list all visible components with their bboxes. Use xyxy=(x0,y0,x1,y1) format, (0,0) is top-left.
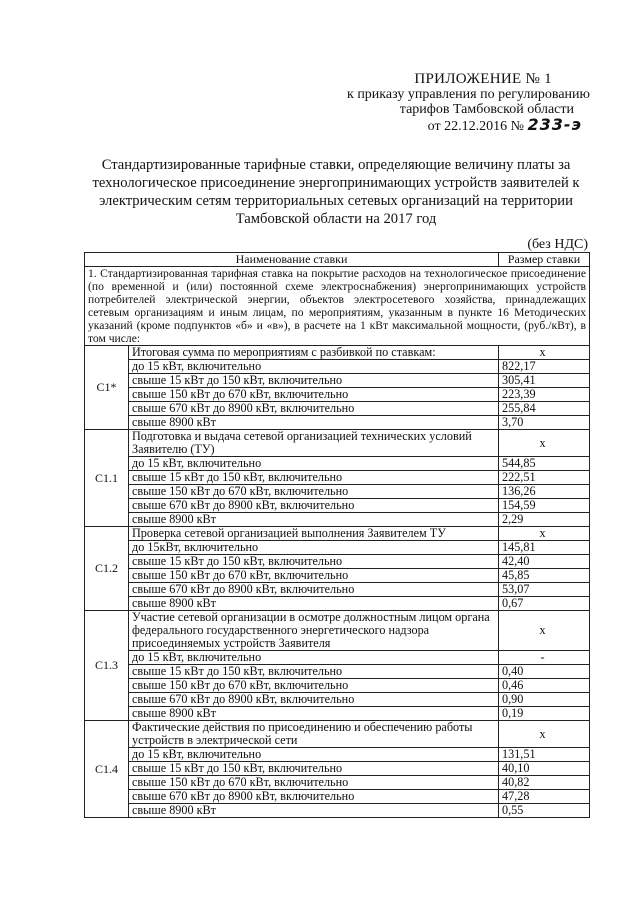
table-row xyxy=(85,430,590,457)
rate-label: до 15 кВт, включительно xyxy=(129,457,499,471)
rate-value: 45,85 xyxy=(499,569,590,583)
rate-value: 42,40 xyxy=(499,555,590,569)
rate-code: C1.4 xyxy=(85,721,129,818)
appendix-block xyxy=(260,72,590,134)
rate-label: до 15 кВт, включительно xyxy=(129,748,499,762)
rate-label: свыше 150 кВт до 670 кВт, включительно xyxy=(129,569,499,583)
table-row xyxy=(85,665,590,679)
document-title: Стандартизированные тарифные ставки, определяющие величину платы за технологическое присоединение энергопринимающих устройств заявителей к электрическим сетям территориальных сетевых организаций на территории Тамбовской области на 2017 год xyxy=(92,157,580,227)
table-row xyxy=(85,804,590,818)
rate-value: х xyxy=(499,346,590,360)
rate-code: C1.3 xyxy=(85,611,129,721)
table-row xyxy=(85,457,590,471)
table-row xyxy=(85,569,590,583)
rate-label: свыше 150 кВт до 670 кВт, включительно xyxy=(129,776,499,790)
section-1-description: 1. Стандартизированная тарифная ставка на покрытие расходов на технологическое присоединение (по временной и (или) постоянной схеме электроснабжения) энергопринимающих устройств потребителей электрической энергии, объектов электросетевого хозяйства, принадлежащих сетевым организациям и иным лицам, по мероприятиям, указанным в пункте 16 Методических указаний (кроме подпунктов «б» и «в»), в расчете на 1 кВт максимальной мощности, (руб./кВт), в том числе: xyxy=(85,267,590,346)
appendix-line-2: тарифов Тамбовской области xyxy=(399,102,574,117)
rate-code: C1.1 xyxy=(85,430,129,527)
vat-note: (без НДС) xyxy=(527,237,588,252)
table-row xyxy=(85,555,590,569)
rate-label: до 15 кВт, включительно xyxy=(129,360,499,374)
appendix-date: от 22.12.2016 № xyxy=(427,119,524,134)
rate-value: 0,67 xyxy=(499,597,590,611)
rate-label: до 15 кВт, включительно xyxy=(129,651,499,665)
section-header-row xyxy=(85,267,590,346)
table-row xyxy=(85,402,590,416)
rate-value: х xyxy=(499,721,590,748)
rate-label: свыше 15 кВт до 150 кВт, включительно xyxy=(129,762,499,776)
table-row xyxy=(85,527,590,541)
table-row xyxy=(85,748,590,762)
rate-value: 40,82 xyxy=(499,776,590,790)
rate-value: 40,10 xyxy=(499,762,590,776)
table-row xyxy=(85,346,590,360)
rate-value: 0,19 xyxy=(499,707,590,721)
rate-value: 223,39 xyxy=(499,388,590,402)
rate-value: 822,17 xyxy=(499,360,590,374)
rate-value: 222,51 xyxy=(499,471,590,485)
table-row xyxy=(85,693,590,707)
appendix-date-line xyxy=(260,117,590,134)
rate-label: свыше 670 кВт до 8900 кВт, включительно xyxy=(129,499,499,513)
rate-label: свыше 15 кВт до 150 кВт, включительно xyxy=(129,471,499,485)
table-row xyxy=(85,541,590,555)
rate-label: свыше 670 кВт до 8900 кВт, включительно xyxy=(129,693,499,707)
rate-value: 2,29 xyxy=(499,513,590,527)
rate-value: 544,85 xyxy=(499,457,590,471)
table-row xyxy=(85,597,590,611)
rate-value: 0,40 xyxy=(499,665,590,679)
rate-value: 255,84 xyxy=(499,402,590,416)
rate-value: 136,26 xyxy=(499,485,590,499)
table-row xyxy=(85,513,590,527)
table-row xyxy=(85,471,590,485)
rate-value: 131,51 xyxy=(499,748,590,762)
table-row xyxy=(85,776,590,790)
table-row xyxy=(85,374,590,388)
rate-label: свыше 670 кВт до 8900 кВт, включительно xyxy=(129,583,499,597)
header-rate-name: Наименование ставки xyxy=(85,253,499,267)
rate-code: C1* xyxy=(85,346,129,430)
table-row xyxy=(85,388,590,402)
table-row xyxy=(85,611,590,651)
rate-label: свыше 15 кВт до 150 кВт, включительно xyxy=(129,555,499,569)
table-header-row xyxy=(85,253,590,267)
rate-label: Итоговая сумма по мероприятиям с разбивкой по ставкам: xyxy=(129,346,499,360)
header-rate-value: Размер ставки xyxy=(499,253,590,267)
rate-value: 47,28 xyxy=(499,790,590,804)
rate-label: Проверка сетевой организацией выполнения Заявителем ТУ xyxy=(129,527,499,541)
table-row xyxy=(85,485,590,499)
table-row xyxy=(85,499,590,513)
table-row xyxy=(85,679,590,693)
rate-code: C1.2 xyxy=(85,527,129,611)
rate-value: х xyxy=(499,611,590,651)
rate-value: 0,90 xyxy=(499,693,590,707)
rate-value: 305,41 xyxy=(499,374,590,388)
table-row xyxy=(85,707,590,721)
rate-label: свыше 150 кВт до 670 кВт, включительно xyxy=(129,388,499,402)
rate-label: до 15кВт, включительно xyxy=(129,541,499,555)
rate-value: х xyxy=(499,527,590,541)
table-row xyxy=(85,762,590,776)
table-row xyxy=(85,790,590,804)
rate-label: свыше 670 кВт до 8900 кВт, включительно xyxy=(129,790,499,804)
table-row xyxy=(85,583,590,597)
table-row xyxy=(85,360,590,374)
rate-label: свыше 8900 кВт xyxy=(129,416,499,430)
rate-label: свыше 8900 кВт xyxy=(129,707,499,721)
rate-value: - xyxy=(499,651,590,665)
rate-label: свыше 15 кВт до 150 кВт, включительно xyxy=(129,374,499,388)
rate-label: свыше 8900 кВт xyxy=(129,804,499,818)
table-row xyxy=(85,721,590,748)
rate-label: свыше 150 кВт до 670 кВт, включительно xyxy=(129,485,499,499)
handwritten-order-number: 233-э xyxy=(527,115,582,134)
rate-label: свыше 150 кВт до 670 кВт, включительно xyxy=(129,679,499,693)
rate-label: Фактические действия по присоединению и обеспечению работы устройств в электрической сети xyxy=(129,721,499,748)
rate-label: свыше 670 кВт до 8900 кВт, включительно xyxy=(129,402,499,416)
rate-label: Подготовка и выдача сетевой организацией технических условий Заявителю (ТУ) xyxy=(129,430,499,457)
table-row xyxy=(85,416,590,430)
rate-value: 53,07 xyxy=(499,583,590,597)
rates-table xyxy=(84,252,590,818)
rate-value: 0,46 xyxy=(499,679,590,693)
rate-value: 145,81 xyxy=(499,541,590,555)
rate-value: 154,59 xyxy=(499,499,590,513)
rate-label: свыше 15 кВт до 150 кВт, включительно xyxy=(129,665,499,679)
rate-value: 0,55 xyxy=(499,804,590,818)
rate-label: Участие сетевой организации в осмотре должностным лицом органа федерального государственного энергетического надзора присоединяемых устройств Заявителя xyxy=(129,611,499,651)
appendix-title: ПРИЛОЖЕНИЕ № 1 xyxy=(414,71,552,87)
rate-value: 3,70 xyxy=(499,416,590,430)
rate-label: свыше 8900 кВт xyxy=(129,513,499,527)
rate-value: х xyxy=(499,430,590,457)
rate-label: свыше 8900 кВт xyxy=(129,597,499,611)
appendix-line-1: к приказу управления по регулированию xyxy=(347,87,590,102)
table-row xyxy=(85,651,590,665)
